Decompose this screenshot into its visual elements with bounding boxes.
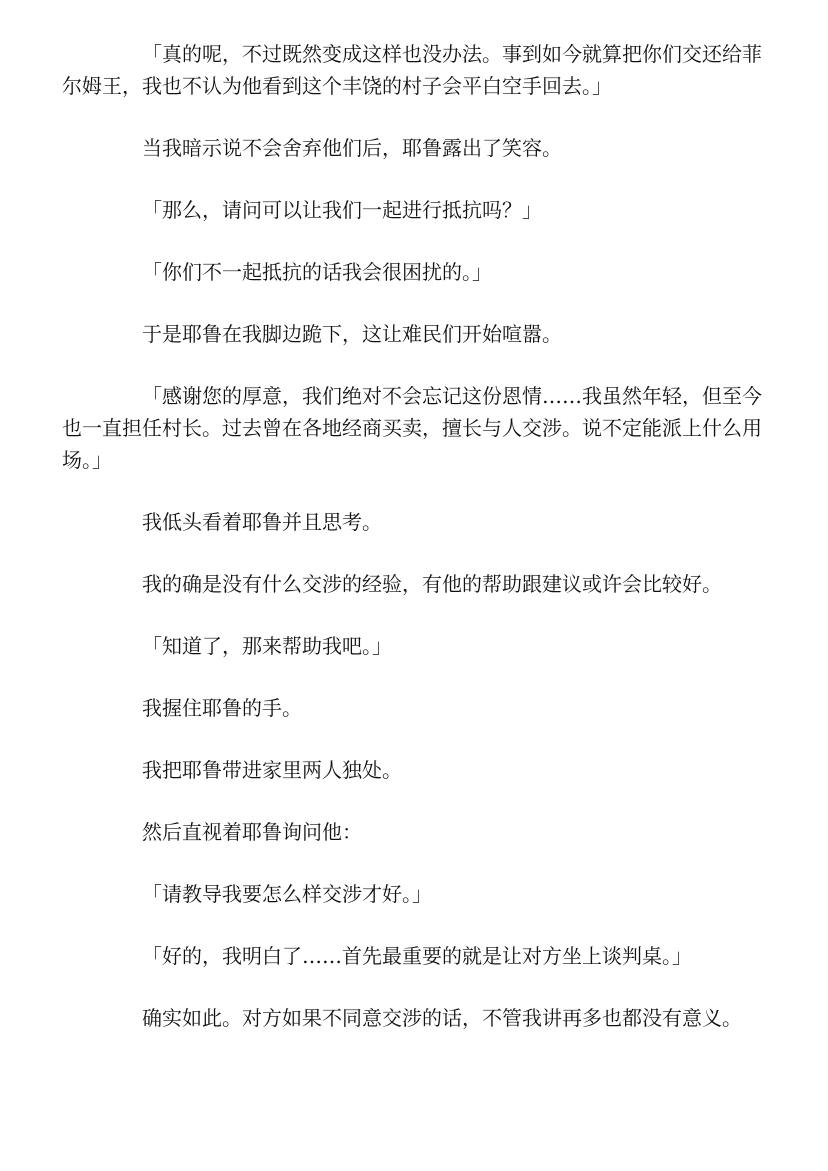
paragraph: 「你们不一起抵抗的话我会很困扰的。」: [142, 260, 492, 284]
paragraph: 于是耶鲁在我脚边跪下，这让难民们开始喧嚣。: [142, 322, 562, 346]
paragraph: 「好的，我明白了……首先最重要的就是让对方坐上谈判桌。」: [142, 944, 692, 968]
paragraph: 「知道了，那来帮助我吧。」: [142, 634, 392, 658]
paragraph: 「真的呢，不过既然变成这样也没办法。事到如今就算把你们交还给菲尔姆王，我也不认为他看到这个丰饶的村子会平白空手回去。」: [62, 42, 762, 98]
paragraph: 「请教导我要怎么样交涉才好。」: [142, 882, 432, 906]
paragraph: 「感谢您的厚意，我们绝对不会忘记这份恩情……我虽然年轻，但至今也一直担任村长。过去曾在各地经商买卖，擅长与人交涉。说不定能派上什么用场。」: [62, 384, 762, 472]
paragraph: 当我暗示说不会舍弃他们后，耶鲁露出了笑容。: [142, 136, 562, 160]
paragraph: 我低头看着耶鲁并且思考。: [142, 510, 382, 534]
paragraph: 然后直视着耶鲁询问他：: [142, 820, 362, 844]
paragraph: 确实如此。对方如果不同意交涉的话，不管我讲再多也都没有意义。: [142, 1006, 742, 1030]
paragraph: 「那么，请问可以让我们一起进行抵抗吗？」: [142, 198, 542, 222]
paragraph: 我的确是没有什么交涉的经验，有他的帮助跟建议或许会比较好。: [142, 572, 722, 596]
paragraph: 我把耶鲁带进家里两人独处。: [142, 758, 402, 782]
paragraph: 我握住耶鲁的手。: [142, 696, 302, 720]
